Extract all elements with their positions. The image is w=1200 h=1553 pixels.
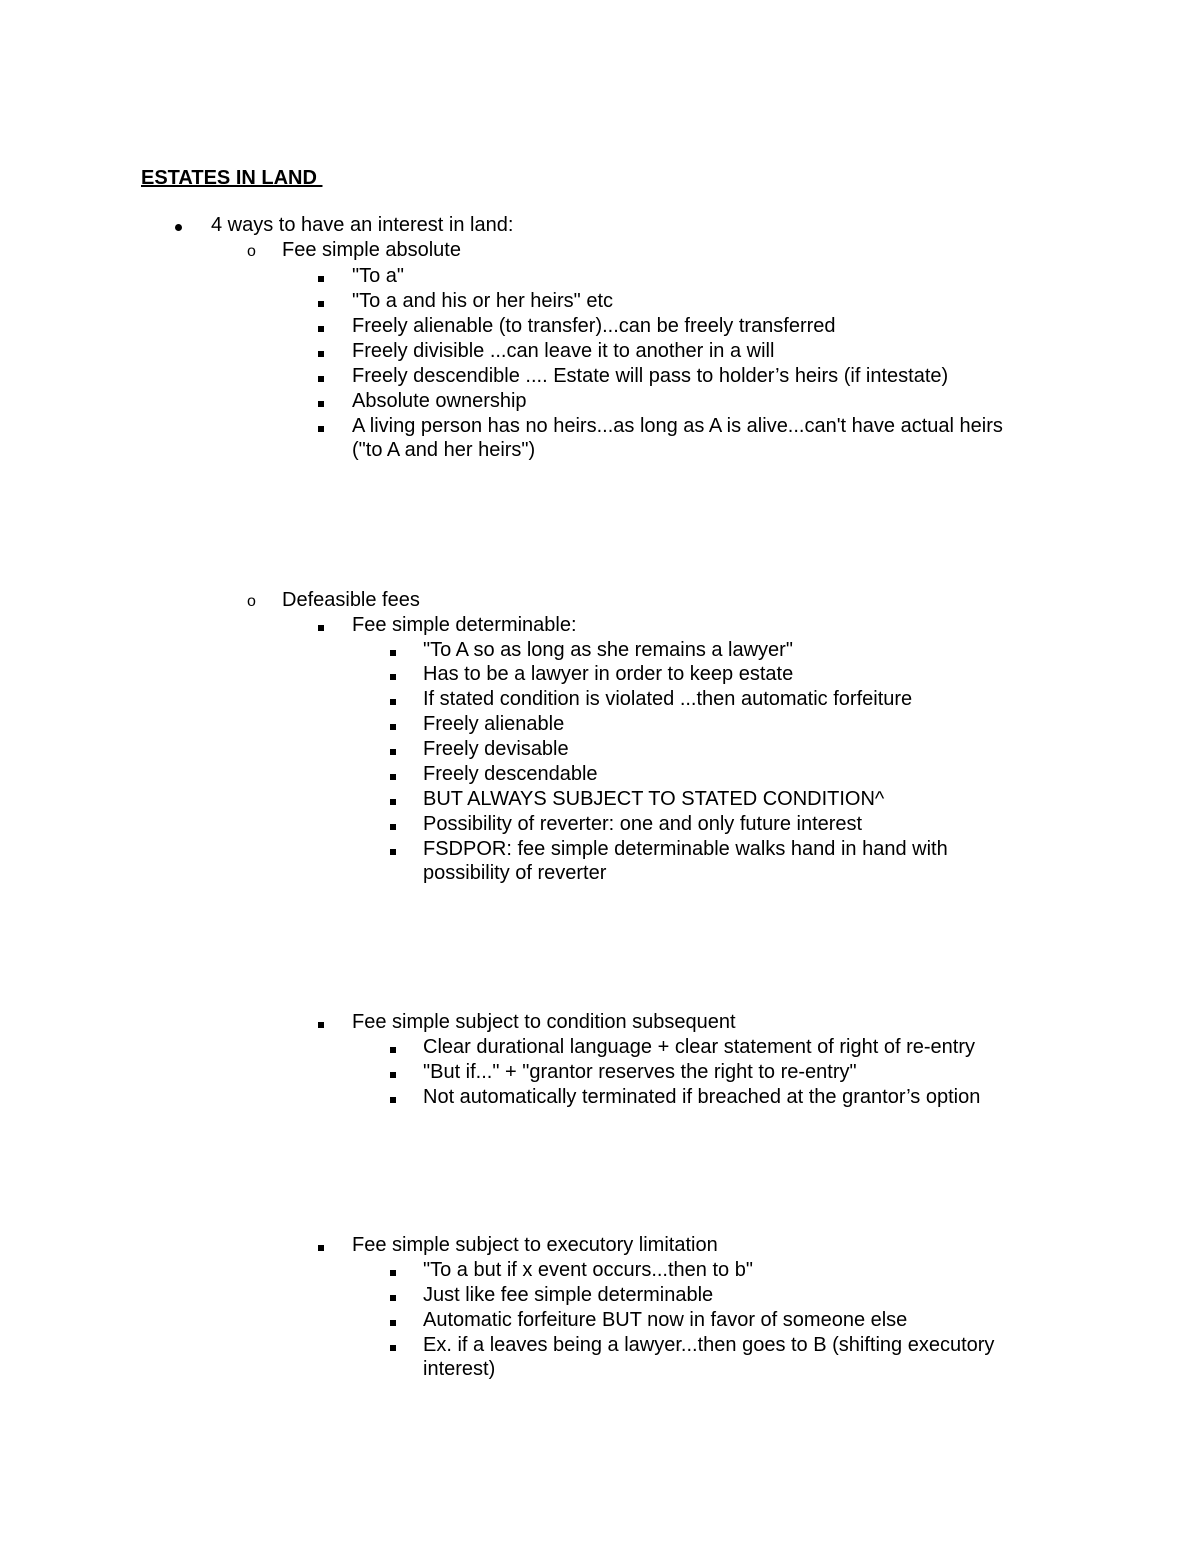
bullet-square-icon: [390, 1308, 396, 1333]
bullet-square-icon: [318, 289, 324, 314]
list-item-fee-simple-absolute: Fee simple absolute: [282, 239, 461, 261]
bullet-square-icon: [390, 762, 396, 787]
bullet-square-icon: [390, 1060, 396, 1085]
bullet-square-icon: [318, 264, 324, 289]
list-item: "To a and his or her heirs" etc: [352, 290, 613, 312]
list-item: Clear durational language + clear statement of right of re-entry: [423, 1036, 975, 1058]
bullet-square-icon: [390, 787, 396, 812]
list-item: Automatic forfeiture BUT now in favor of someone else: [423, 1309, 908, 1331]
list-item: Ex. if a leaves being a lawyer...then goes to B (shifting executory: [423, 1334, 995, 1356]
list-item: Freely devisable: [423, 738, 569, 760]
bullet-square-icon: [390, 1333, 396, 1358]
bullet-square-icon: [318, 414, 324, 439]
list-item: Possibility of reverter: one and only future interest: [423, 813, 863, 835]
list-item: FSDPOR: fee simple determinable walks hand in hand with: [423, 838, 948, 860]
bullet-square-icon: [390, 812, 396, 837]
list-item: If stated condition is violated ...then automatic forfeiture: [423, 688, 913, 710]
bullet-square-icon: [390, 1035, 396, 1060]
bullet-circle-icon: o: [247, 593, 256, 610]
list-item: Has to be a lawyer in order to keep estate: [423, 663, 794, 685]
list-item: 4 ways to have an interest in land:: [211, 214, 514, 236]
bullet-square-icon: [318, 1233, 324, 1258]
list-item: Freely descendable: [423, 763, 598, 785]
bullet-square-icon: [318, 1010, 324, 1035]
list-item: Freely alienable: [423, 713, 565, 735]
bullet-square-icon: [390, 638, 396, 663]
bullet-square-icon: [390, 1258, 396, 1283]
list-item: Freely alienable (to transfer)...can be freely transferred: [352, 315, 836, 337]
bullet-circle-icon: o: [247, 243, 256, 260]
list-item: Freely divisible ...can leave it to another in a will: [352, 340, 775, 362]
list-item-defeasible-fees: Defeasible fees: [282, 589, 420, 611]
list-item: "But if..." + "grantor reserves the right to re-entry": [423, 1061, 857, 1083]
bullet-square-icon: [390, 712, 396, 737]
list-item: A living person has no heirs...as long as A is alive...can't have actual heirs: [352, 415, 1003, 437]
bullet-square-icon: [390, 687, 396, 712]
bullet-square-icon: [318, 339, 324, 364]
list-item: Absolute ownership: [352, 390, 527, 412]
list-item: "To a": [352, 265, 405, 287]
list-item: Not automatically terminated if breached at the grantor’s option: [423, 1086, 981, 1108]
bullet-dot-icon: [175, 213, 182, 238]
list-item-continuation: possibility of reverter: [423, 862, 607, 884]
list-item-fee-simple-determinable: Fee simple determinable:: [352, 614, 577, 636]
list-item: "To a but if x event occurs...then to b": [423, 1259, 753, 1281]
page-title: ESTATES IN LAND: [141, 167, 323, 189]
list-item: BUT ALWAYS SUBJECT TO STATED CONDITION^: [423, 788, 885, 810]
list-item: "To A so as long as she remains a lawyer": [423, 639, 793, 661]
bullet-square-icon: [390, 662, 396, 687]
bullet-square-icon: [390, 837, 396, 862]
bullet-square-icon: [318, 613, 324, 638]
list-item-fee-simple-executory-limitation: Fee simple subject to executory limitation: [352, 1234, 718, 1256]
list-item-continuation: interest): [423, 1358, 496, 1380]
list-item: Just like fee simple determinable: [423, 1284, 714, 1306]
bullet-square-icon: [390, 737, 396, 762]
bullet-square-icon: [318, 389, 324, 414]
bullet-square-icon: [390, 1085, 396, 1110]
list-item-fee-simple-condition-subsequent: Fee simple subject to condition subsequent: [352, 1011, 736, 1033]
bullet-square-icon: [318, 364, 324, 389]
bullet-square-icon: [318, 314, 324, 339]
list-item: Freely descendible .... Estate will pass to holder’s heirs (if intestate): [352, 365, 949, 387]
bullet-square-icon: [390, 1283, 396, 1308]
list-item-continuation: ("to A and her heirs"): [352, 439, 536, 461]
